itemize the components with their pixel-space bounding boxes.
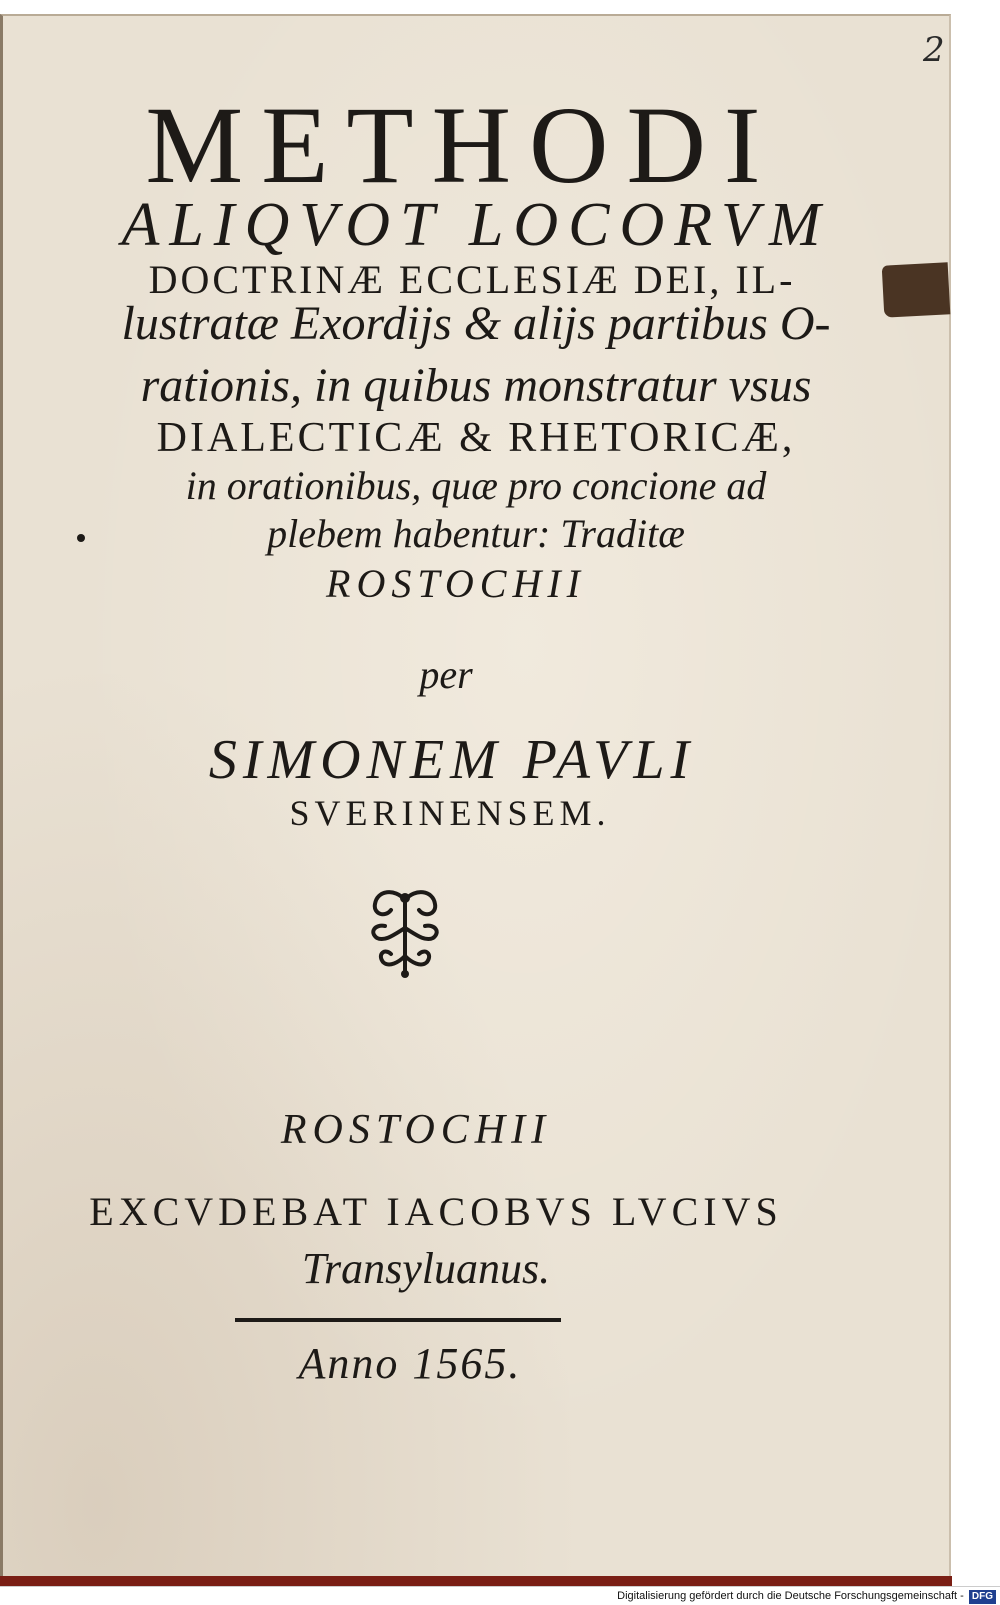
footer-credit-bar bbox=[0, 1586, 1000, 1604]
title-line-7: in orationibus, quæ pro concione ad bbox=[185, 463, 767, 508]
page-number: 2 bbox=[923, 30, 945, 70]
title-line-3: DOCTRINÆ ECCLESIÆ DEI, IL- bbox=[148, 257, 796, 302]
title-line-9: ROSTOCHII bbox=[326, 561, 586, 606]
by-word: per bbox=[419, 652, 473, 697]
title-line-6: DIALECTICÆ & RHETORICÆ, bbox=[156, 415, 796, 461]
author-name: SIMONEM PAVLI bbox=[208, 729, 696, 791]
title-line-2: ALIQVOT LOCORVM bbox=[121, 191, 831, 259]
title-page bbox=[0, 14, 951, 1584]
imprint-place: ROSTOCHII bbox=[280, 1107, 552, 1153]
title-line-4: lustratæ Exordijs & alijs partibus O- bbox=[121, 297, 831, 350]
imprint-printer: EXCVDEBAT IACOBVS LVCIVS bbox=[89, 1189, 783, 1234]
author-origin: SVERINENSEM. bbox=[289, 793, 611, 833]
dfg-logo-badge[interactable]: DFG bbox=[969, 1590, 996, 1604]
fleuron-icon bbox=[355, 880, 455, 980]
title-line-5: rationis, in quibus monstratur vsus bbox=[140, 359, 812, 412]
title-line-8: plebem habentur: Traditæ bbox=[267, 511, 685, 556]
divider-rule bbox=[235, 1318, 561, 1322]
imprint-printer-origin: Transyluanus. bbox=[301, 1244, 551, 1293]
imprint-year: Anno 1565. bbox=[298, 1339, 522, 1388]
footer-credit: Digitalisierung gefördert durch die Deutsche Forschungsgemeinschaft - bbox=[617, 1590, 964, 1602]
title-line-1: METHODI bbox=[145, 84, 779, 206]
ink-dot bbox=[77, 534, 85, 542]
